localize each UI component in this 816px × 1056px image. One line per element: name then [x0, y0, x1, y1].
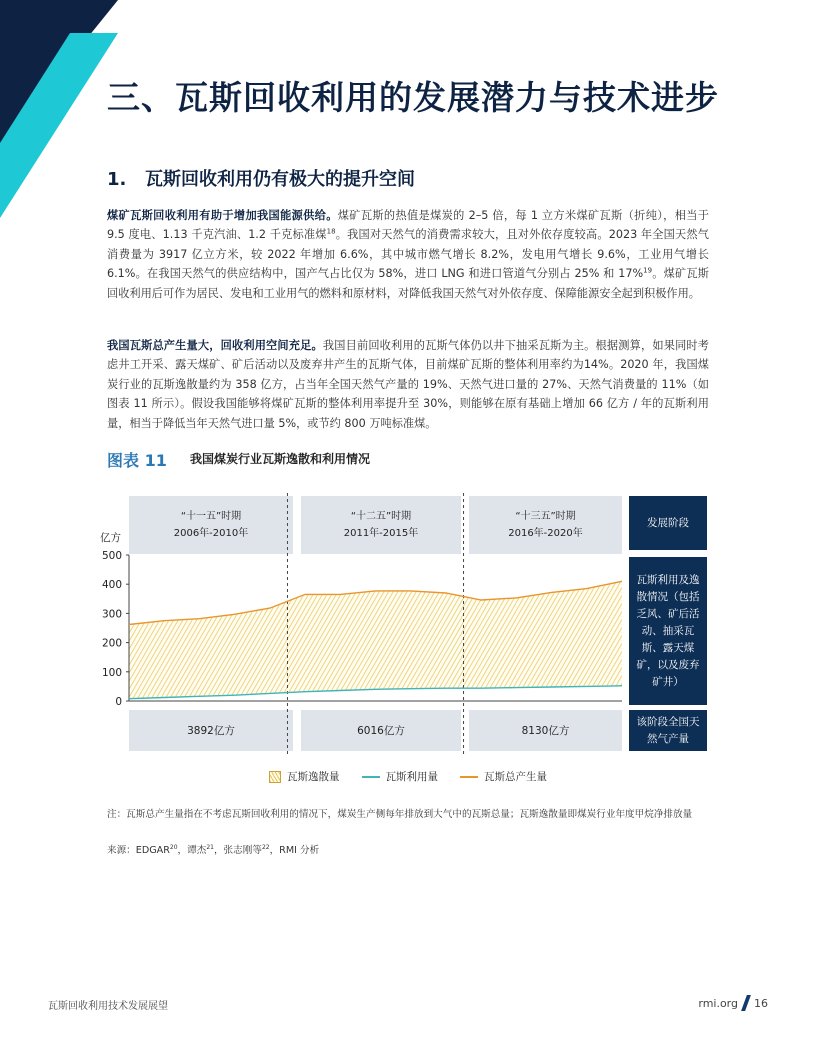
legend-label: 瓦斯逸散量 — [287, 771, 340, 783]
period-years: 2011年-2015年 — [343, 528, 419, 539]
paragraph-text: 我国目前回收利用的瓦斯气体仍以井下抽采瓦斯为主。根据测算，如果同时考虑井工开采、露天煤矿、矿后活动以及废弃井产生的瓦斯气体，目前煤矿瓦斯的整体利用率约为14%。2020 年，我国煤炭行业的瓦斯逸散量约为 358 亿方，占当年全国天然气产量的 19%、天然气进口量的 27%、天然气消费量的 11%（如图表 11 所示）。假设我国能够将煤矿瓦斯的整体利用率提升至 30%，则能够在原有基础上增加 66 亿方 / 年的瓦斯利用量，相当于降低当年天然气进口量 5%，或节约 800 万吨标准煤。 — [107, 339, 709, 430]
legend-label: 瓦斯利用量 — [385, 771, 438, 783]
period-years: 2016年-2020年 — [508, 528, 583, 539]
y-axis-unit: 亿方 — [100, 532, 121, 544]
source-text: ，张志刚等 — [213, 845, 262, 856]
paragraph-lead: 我国瓦斯总产生量大，回收利用空间充足。 — [107, 339, 323, 352]
period-years: 2006年-2010年 — [173, 528, 249, 539]
footnote-ref[interactable]: 19 — [643, 266, 653, 275]
legend-item-total — [460, 769, 547, 784]
y-tick-label: 400 — [101, 579, 122, 592]
paragraph-text: 。我国对天然气的消费需求较大，且对外依存度较高。2023 年全国天然气消费量为 3917 亿立方米，较 2022 年增加 6.6%，其中城市燃气增长 8.2%，发电用气增长 9.6%，工业用气增长 6.1%。在我国天然气的供应结构中，国产气占比仅为 58%，进口 LNG 和进口管道气分别占 25% 和 17% — [107, 228, 709, 281]
side-label-total: 该阶段全国天然气产量 — [629, 710, 707, 751]
chart-legend — [0, 769, 816, 784]
page-number: 16 — [754, 996, 768, 1010]
legend-swatch-emission — [269, 771, 281, 783]
side-label-stage: 发展阶段 — [629, 496, 707, 550]
y-tick-label: 300 — [101, 608, 122, 621]
source-text: ，RMI 分析 — [269, 845, 320, 856]
legend-swatch-utilization — [362, 776, 380, 778]
y-tick-label: 100 — [101, 666, 122, 679]
paragraph-lead: 煤矿瓦斯回收利用有助于增加我国能源供给。 — [107, 209, 338, 222]
slash-mark — [741, 995, 751, 1011]
subsection-title: 瓦斯回收利用仍有极大的提升空间 — [145, 169, 415, 190]
footer-site-link[interactable]: rmi.org — [698, 996, 738, 1010]
period-name: “十一五”时期 — [180, 511, 242, 522]
footer-report-title: 瓦斯回收利用技术发展展望 — [48, 1001, 168, 1012]
legend-item-emission — [269, 769, 340, 784]
chart-source — [107, 843, 709, 859]
subsection-number: 1. — [107, 169, 127, 190]
footnote-ref[interactable]: 21 — [206, 843, 214, 851]
figure-label: 图表 11 — [107, 451, 167, 470]
footer-page-info — [698, 995, 768, 1011]
footnote-ref[interactable]: 22 — [261, 843, 270, 851]
section-title: 三、瓦斯回收利用的发展潜力与技术进步 — [107, 78, 719, 117]
paragraph-text: 煤矿瓦斯的热值是煤炭的 2–5 倍，每 1 立方米煤矿瓦斯（折纯），相当于 9.5 度电、1.13 千克汽油、1.2 千克标准煤 — [107, 209, 709, 242]
period-total-2: 6016亿方 — [301, 710, 461, 751]
chart-note: 注：瓦斯总产生量指在不考虑瓦斯回收利用的情况下，煤炭生产侧每年排放到大气中的瓦斯总量；瓦斯逸散量即煤炭行业年度甲烷净排放量 — [107, 809, 693, 820]
legend-item-utilization — [362, 769, 439, 784]
period-total-1: 3892亿方 — [129, 710, 293, 751]
period-name: “十二五”时期 — [350, 511, 412, 522]
source-text: 来源：EDGAR — [107, 845, 170, 856]
footnote-ref[interactable]: 18 — [326, 227, 336, 236]
legend-label: 瓦斯总产生量 — [484, 771, 547, 783]
footnote-ref[interactable]: 20 — [169, 843, 178, 851]
period-total-3: 8130亿方 — [469, 710, 622, 751]
y-tick-label: 0 — [115, 696, 122, 708]
side-label-emission: 瓦斯利用及逸散情况（包括乏风、矿后活动、抽采瓦斯、露天煤矿，以及废弃矿井） — [629, 557, 707, 705]
emission-area — [129, 581, 622, 698]
legend-swatch-total — [460, 776, 478, 778]
source-text: ，谭杰 — [177, 845, 207, 856]
y-tick-label: 200 — [101, 637, 122, 650]
figure-title: 我国煤炭行业瓦斯逸散和利用情况 — [190, 452, 371, 466]
y-tick-label: 500 — [101, 550, 122, 562]
period-name: “十三五”时期 — [515, 511, 576, 522]
paragraph-text: 。煤矿瓦斯回收利用后可作为居民、发电和工业用气的燃料和原材料，对降低我国天然气对外依存度、保障能源安全起到积极作用。 — [107, 267, 709, 300]
